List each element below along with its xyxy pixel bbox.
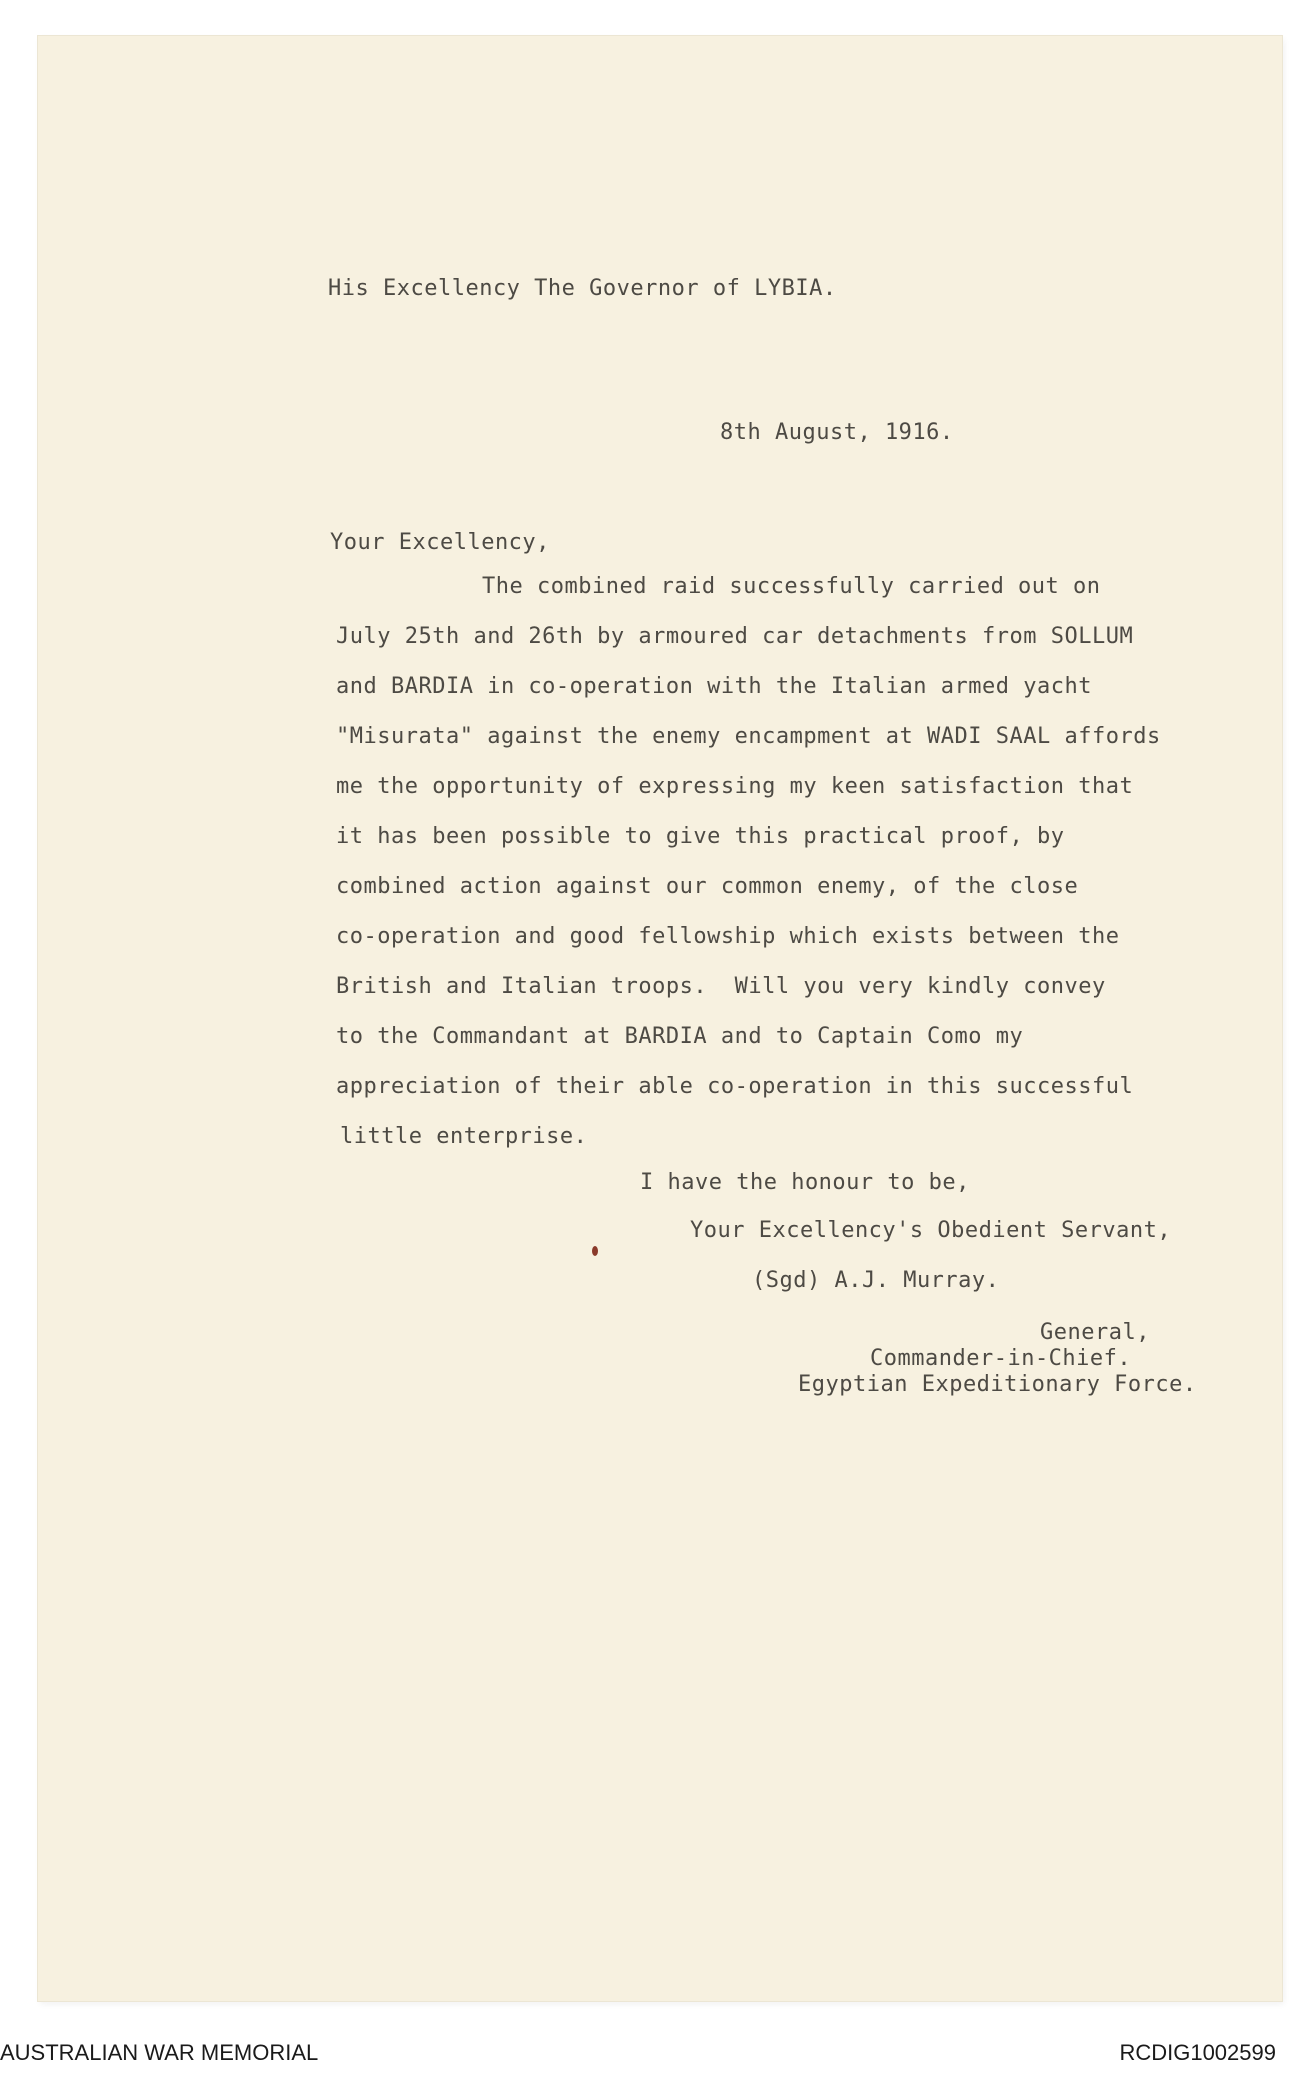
body-line: little enterprise. (340, 1124, 588, 1149)
body-line: appreciation of their able co-operation in this successful (336, 1074, 1134, 1099)
body-line: co-operation and good fellowship which exists between the (336, 924, 1120, 949)
footer-record-id: RCDIG1002599 (1119, 2040, 1276, 2065)
signature: (Sgd) A.J. Murray. (752, 1268, 1000, 1293)
footer-archive-name: AUSTRALIAN WAR MEMORIAL (0, 2040, 319, 2065)
body-line: to the Commandant at BARDIA and to Captain Como my (336, 1024, 1024, 1049)
addressee: His Excellency The Governor of LYBIA. (328, 276, 837, 301)
salutation: Your Excellency, (330, 530, 550, 555)
body-line: July 25th and 26th by armoured car detachments from SOLLUM (336, 624, 1134, 649)
closing-servant: Your Excellency's Obedient Servant, (690, 1218, 1172, 1243)
title-force: Egyptian Expeditionary Force. (798, 1372, 1197, 1397)
closing: I have the honour to be, (640, 1170, 970, 1195)
body-line: "Misurata" against the enemy encampment at WADI SAAL affords (336, 724, 1161, 749)
title-general: General, (1040, 1320, 1150, 1345)
ink-spot (592, 1246, 598, 1256)
letter-page (38, 36, 1282, 2001)
body-line: it has been possible to give this practical proof, by (336, 824, 1065, 849)
body-line: and BARDIA in co-operation with the Italian armed yacht (336, 674, 1092, 699)
body-line: combined action against our common enemy, of the close (336, 874, 1079, 899)
letter-date: 8th August, 1916. (720, 420, 954, 445)
body-line: The combined raid successfully carried out on (482, 574, 1101, 599)
body-line: British and Italian troops. Will you very kindly convey (336, 974, 1106, 999)
body-line: me the opportunity of expressing my keen satisfaction that (336, 774, 1134, 799)
title-commander: Commander-in-Chief. (870, 1346, 1132, 1371)
